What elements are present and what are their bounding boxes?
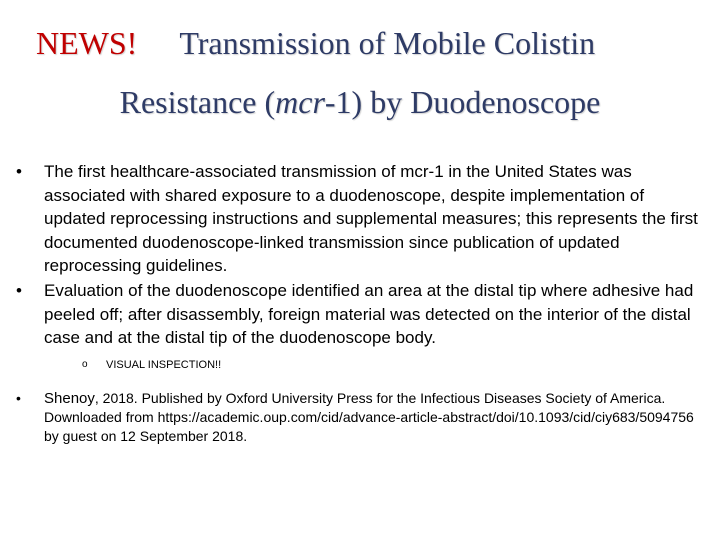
news-label: NEWS! xyxy=(36,25,138,61)
bullet-list xyxy=(12,160,702,445)
bullet-text: Evaluation of the duodenoscope identified an area at the distal tip where adhesive had peeled off; after disassembly, foreign material was detected on the interior of the distal case and at the distal tip of the duodenoscope body. xyxy=(44,280,694,348)
title-line-1 xyxy=(36,18,595,68)
title-line-2-prefix: Resistance ( xyxy=(119,84,276,120)
citation-item xyxy=(12,389,702,446)
slide-body xyxy=(12,160,702,446)
bullet-marker: • xyxy=(16,280,22,300)
bullet-marker: • xyxy=(16,162,22,181)
sub-bullet-text: VISUAL INSPECTION!! xyxy=(106,358,222,371)
title-line-1-text: Transmission of Mobile Colistin xyxy=(179,25,596,61)
bullet-marker: • xyxy=(16,389,21,406)
sub-bullet-marker: o xyxy=(82,358,88,370)
bullet-item xyxy=(12,160,702,278)
bullet-text: The first healthcare-associated transmission of mcr-1 in the United States was associated with shared exposure to a duodenoscope, despite implementation of updated reprocessing instructions and supplemental measures; this represents the first documented duodenoscope-linked transmission since publication of updated reprocessing guidelines. xyxy=(44,162,698,276)
title-line-2-suffix: -1) by Duodenoscope xyxy=(324,84,601,120)
sub-bullet-item xyxy=(76,357,702,373)
title-line-2 xyxy=(0,77,720,127)
bullet-item xyxy=(12,279,702,373)
citation-text: , 2018. Published by Oxford University Press for the Infectious Diseases Society of America. Downloaded from https://academic.oup.com/cid/advance-article-abstract/doi/10.1093/cid/ciy683/5094756 by guest on 12 September 2018. xyxy=(44,389,694,444)
citation-author: Shenoy xyxy=(44,389,95,407)
title-line-2-italic: mcr xyxy=(275,84,325,120)
